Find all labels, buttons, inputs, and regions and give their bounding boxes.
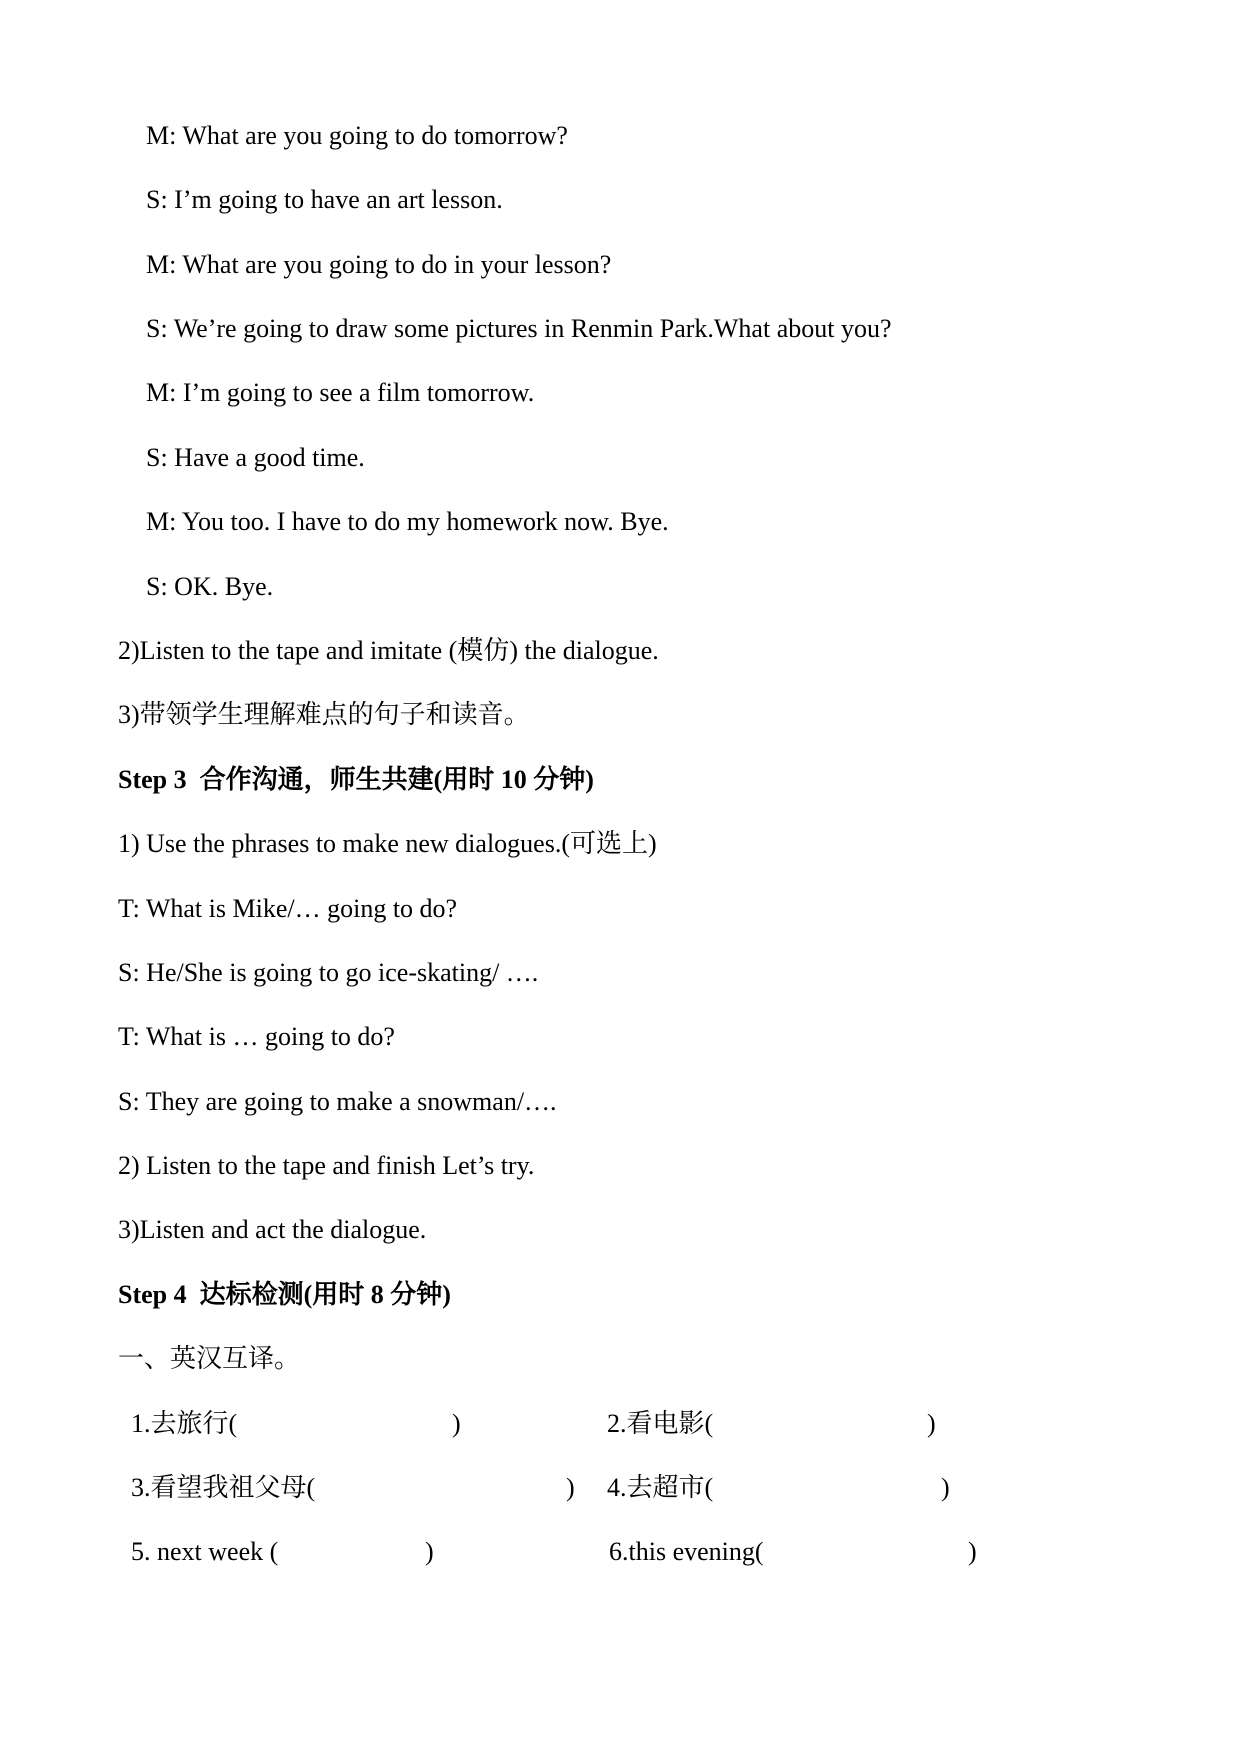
step3-item: T: What is … going to do? — [118, 1022, 395, 1051]
exercise-answer-blank-1[interactable]: ) — [452, 1409, 461, 1438]
step2-item: 3)带领学生理解难点的句子和读音。 — [118, 700, 530, 729]
dialogue-line: S: I’m going to have an art lesson. — [146, 185, 503, 214]
exercise-answer-blank-5[interactable]: ) — [425, 1537, 434, 1566]
exercise-item-4: 4.去超市( — [607, 1473, 714, 1502]
step3-item: S: They are going to make a snowman/…. — [118, 1087, 557, 1116]
step3-item: 1) Use the phrases to make new dialogues.(可选上) — [118, 829, 657, 858]
step3-item: 2) Listen to the tape and finish Let’s try. — [118, 1151, 535, 1180]
dialogue-line: S: Have a good time. — [146, 443, 365, 472]
exercise-answer-blank-2[interactable]: ) — [927, 1409, 936, 1438]
exercise-item-2: 2.看电影( — [607, 1409, 714, 1438]
dialogue-line: M: I’m going to see a film tomorrow. — [146, 378, 535, 407]
exercise-section-title: 一、英汉互译。 — [118, 1344, 301, 1373]
step3-item: 3)Listen and act the dialogue. — [118, 1215, 427, 1244]
exercise-answer-blank-3[interactable]: ) — [566, 1473, 575, 1502]
exercise-item-5: 5. next week ( — [131, 1537, 279, 1566]
step4-heading: Step 4 达标检测(用时 8 分钟) — [118, 1280, 451, 1309]
dialogue-line: M: You too. I have to do my homework now. Bye. — [146, 507, 669, 536]
step3-item: T: What is Mike/… going to do? — [118, 894, 458, 923]
step2-item: 2)Listen to the tape and imitate (模仿) the dialogue. — [118, 636, 659, 665]
step3-heading: Step 3 合作沟通，师生共建(用时 10 分钟) — [118, 765, 594, 794]
exercise-item-3: 3.看望我祖父母( — [131, 1473, 316, 1502]
dialogue-line: S: OK. Bye. — [146, 572, 274, 601]
step3-item: S: He/She is going to go ice-skating/ …. — [118, 958, 539, 987]
exercise-item-1: 1.去旅行( — [131, 1409, 238, 1438]
exercise-answer-blank-6[interactable]: ) — [968, 1537, 977, 1566]
dialogue-line: M: What are you going to do tomorrow? — [146, 121, 568, 150]
dialogue-line: S: We’re going to draw some pictures in Renmin Park.What about you? — [146, 314, 892, 343]
exercise-item-6: 6.this evening( — [609, 1537, 764, 1566]
dialogue-line: M: What are you going to do in your lesson? — [146, 250, 612, 279]
exercise-answer-blank-4[interactable]: ) — [941, 1473, 950, 1502]
